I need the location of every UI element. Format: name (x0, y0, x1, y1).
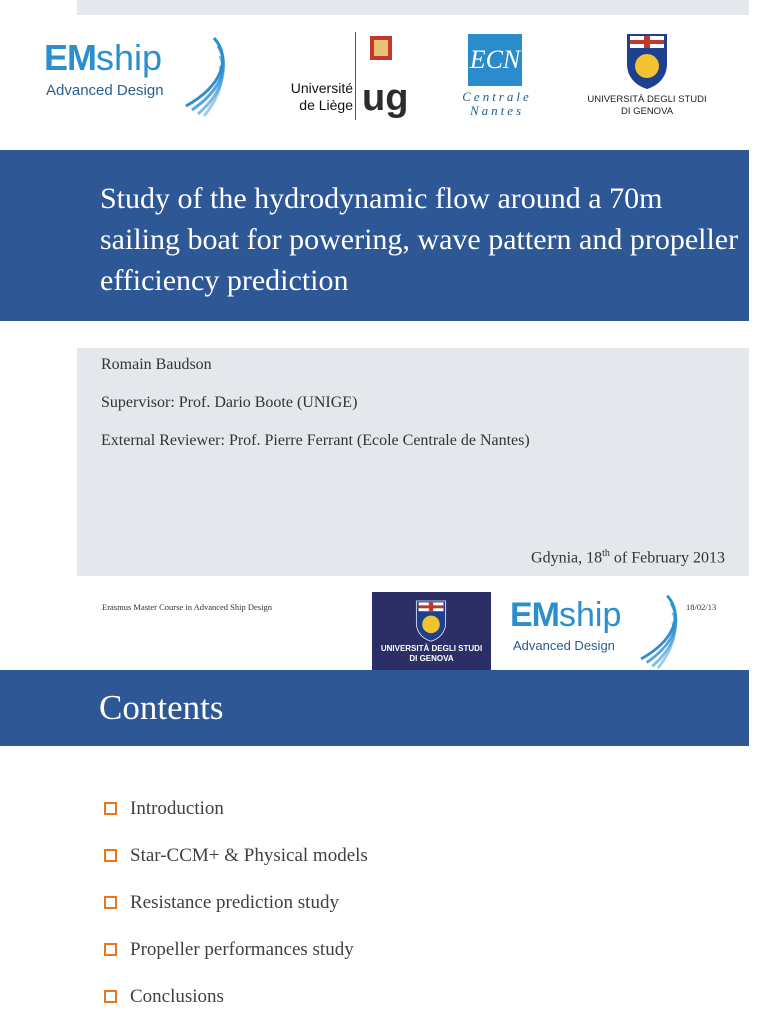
unige-logo: UNIVERSITÀ DEGLI STUDI DI GENOVA (584, 30, 710, 125)
top-strip (77, 0, 749, 15)
list-item: Introduction (104, 797, 704, 844)
info-panel (77, 348, 749, 576)
square-bullet-icon (104, 802, 117, 815)
list-item: Conclusions (104, 985, 704, 1032)
svg-text:ug: ug (362, 77, 406, 119)
list-item: Propeller performances study (104, 938, 704, 985)
slide-title: Study of the hydrodynamic flow around a 70m sailing boat for powering, wave pattern and propeller efficiency prediction (100, 182, 739, 297)
square-bullet-icon (104, 896, 117, 909)
ulg-crest-icon (356, 32, 406, 120)
external-reviewer: External Reviewer: Prof. Pierre Ferrant (Ecole Centrale de Nantes) (101, 432, 530, 449)
square-bullet-icon (104, 943, 117, 956)
course-name: Erasmus Master Course in Advanced Ship Design (102, 602, 272, 612)
contents-title: Contents (99, 688, 224, 727)
slide-footer (0, 576, 768, 670)
swirl-icon (174, 34, 230, 118)
presentation-date: Gdynia, 18th of February 2013 (531, 548, 725, 567)
unige-footer-logo: UNIVERSITÀ DEGLI STUDI DI GENOVA (372, 592, 491, 670)
swirl-icon (628, 592, 684, 670)
contents-list (104, 797, 704, 1032)
supervisor: Supervisor: Prof. Dario Boote (UNIGE) (101, 394, 358, 411)
contents-band (0, 670, 749, 746)
ecn-logo: ECN Centrale Nantes (452, 32, 542, 122)
list-item: Star-CCM+ & Physical models (104, 844, 704, 891)
emship-logo: EMship Advanced Design (44, 34, 228, 118)
ulg-logo: Université de Liège ug (283, 32, 407, 122)
square-bullet-icon (104, 990, 117, 1003)
unige-crest-icon (624, 30, 670, 90)
square-bullet-icon (104, 849, 117, 862)
author: Romain Baudson (101, 356, 212, 373)
title-band (0, 150, 749, 321)
emship-footer-logo: EMship Advanced Design (510, 592, 686, 670)
list-item: Resistance prediction study (104, 891, 704, 938)
footer-date: 18/02/13 (686, 602, 717, 612)
unige-crest-icon (414, 598, 448, 642)
